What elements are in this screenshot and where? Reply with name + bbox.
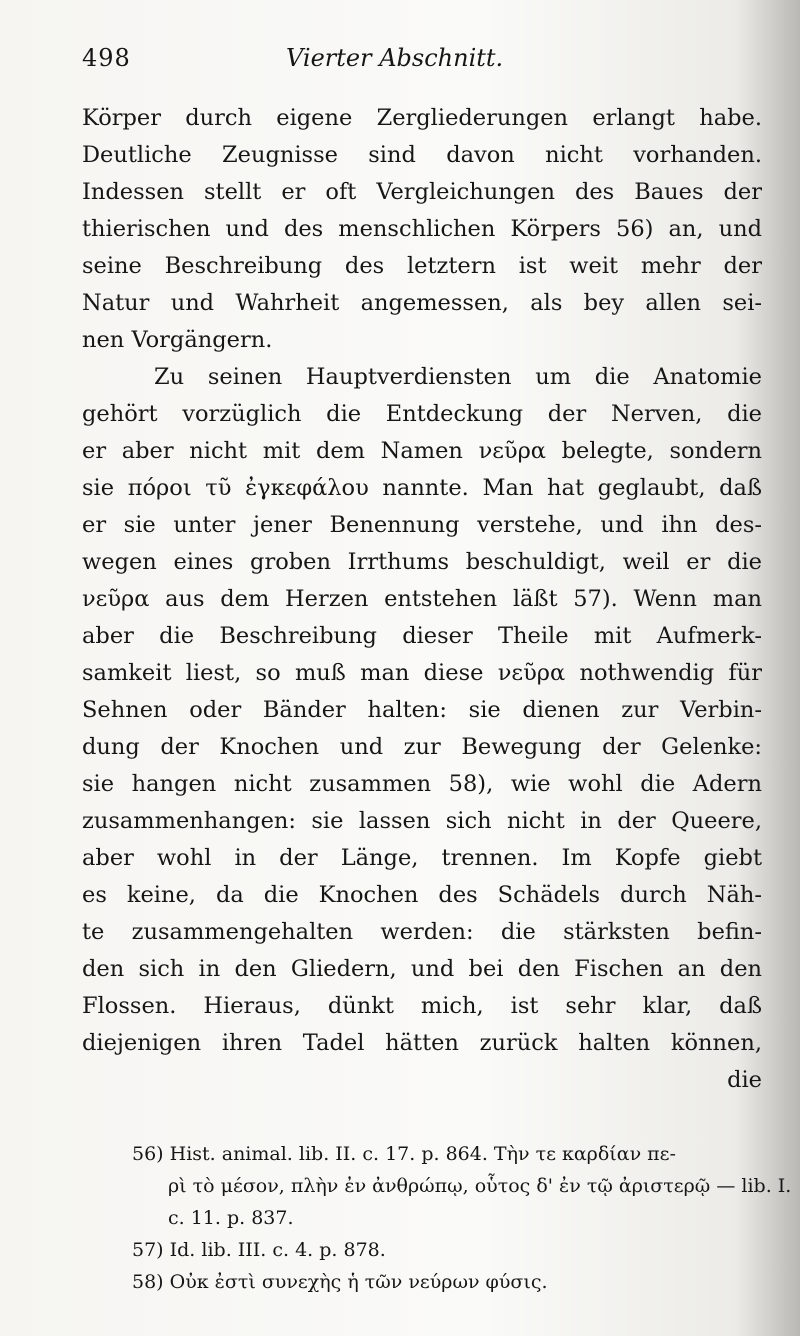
- text-line: zusammenhangen: sie lassen sich nicht in der Queere,: [82, 808, 762, 834]
- text-line: te zusammengehalten werden: die stärksten befin-: [82, 919, 762, 945]
- text-line: Natur und Wahrheit angemessen, als bey allen sei-: [82, 290, 762, 316]
- page-header: [82, 44, 782, 84]
- running-title: Vierter Abschnitt.: [286, 44, 504, 72]
- page-number: 498: [82, 44, 131, 72]
- text-line: Flossen. Hieraus, dünkt mich, ist sehr klar, daß: [82, 993, 762, 1019]
- text-line: dung der Knochen und zur Bewegung der Gelenke:: [82, 734, 762, 760]
- text-line: aber wohl in der Länge, trennen. Im Kopfe giebt: [82, 845, 762, 871]
- footnotes: [132, 1138, 792, 1298]
- body-text: [82, 100, 762, 1099]
- catchword: die: [727, 1067, 762, 1093]
- text-line: Sehnen oder Bänder halten: sie dienen zur Verbin-: [82, 697, 762, 723]
- footnote-line: 58) Οὐκ ἐστὶ συνεχὴς ἡ τῶν νεύρων φύσις.: [132, 1271, 548, 1293]
- text-line: Körper durch eigene Zergliederungen erlangt habe.: [82, 105, 762, 131]
- text-line: νεῦρα aus dem Herzen entstehen läßt 57). Wenn man: [82, 586, 762, 612]
- text-line: Deutliche Zeugnisse sind davon nicht vorhanden.: [82, 142, 762, 168]
- footnote-line: 56) Hist. animal. lib. II. c. 17. p. 864. Τὴν τε καρδίαν πε-: [132, 1143, 676, 1165]
- footnote-line: 57) Id. lib. III. c. 4. p. 878.: [132, 1239, 386, 1261]
- text-line: thierischen und des menschlichen Körpers 56) an, und: [82, 216, 762, 242]
- text-line: aber die Beschreibung dieser Theile mit Aufmerk-: [82, 623, 762, 649]
- text-line: samkeit liest, so muß man diese νεῦρα nothwendig für: [82, 660, 762, 686]
- text-line: diejenigen ihren Tadel hätten zurück halten können,: [82, 1030, 762, 1056]
- text-line: den sich in den Gliedern, und bei den Fischen an den: [82, 956, 762, 982]
- text-line: Zu seinen Hauptverdiensten um die Anatomie: [154, 364, 762, 390]
- footnote-line: ρὶ τὸ μέσον, πλὴν ἐν ἀνθρώπῳ, οὗτος δ' ἐν τῷ ἀριστερῷ — lib. I.: [168, 1175, 792, 1197]
- text-line: seine Beschreibung des letztern ist weit mehr der: [82, 253, 762, 279]
- text-line: er aber nicht mit dem Namen νεῦρα belegte, sondern: [82, 438, 762, 464]
- text-line: sie πόροι τῦ ἐγκεφάλου nannte. Man hat geglaubt, daß: [82, 475, 762, 501]
- text-line: nen Vorgängern.: [82, 327, 273, 353]
- text-line: gehört vorzüglich die Entdeckung der Nerven, die: [82, 401, 762, 427]
- footnote-line: c. 11. p. 837.: [168, 1207, 294, 1229]
- text-line: es keine, da die Knochen des Schädels durch Näh-: [82, 882, 762, 908]
- text-line: er sie unter jener Benennung verstehe, und ihn des-: [82, 512, 762, 538]
- text-line: sie hangen nicht zusammen 58), wie wohl die Adern: [82, 771, 762, 797]
- text-line: Indessen stellt er oft Vergleichungen des Baues der: [82, 179, 762, 205]
- text-line: wegen eines groben Irrthums beschuldigt, weil er die: [82, 549, 762, 575]
